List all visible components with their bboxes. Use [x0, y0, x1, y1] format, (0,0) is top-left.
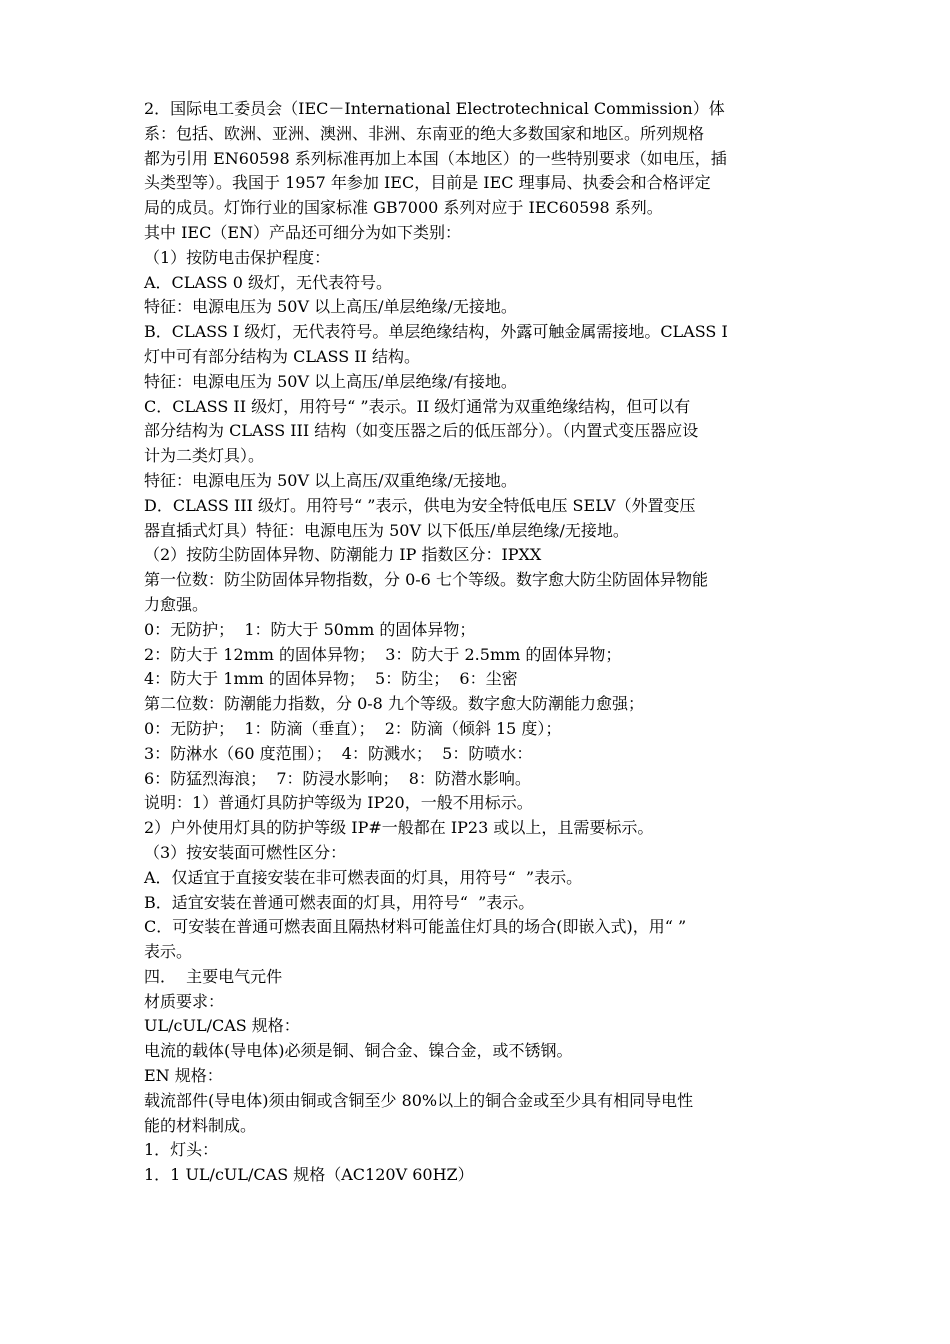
text-line: 都为引用 EN60598 系列标准再加上本国（本地区）的一些特别要求（如电压，插 — [144, 148, 727, 168]
text-line: A．CLASS 0 级灯，无代表符号。 — [144, 272, 392, 292]
section-heading: （2）按防尘防固体异物、防潮能力 IP 指数区分：IPXX — [144, 545, 542, 565]
text-line: 第二位数：防潮能力指数，分 0-8 九个等级。数字愈大防潮能力愈强； — [144, 694, 644, 714]
text-line: 力愈强。 — [144, 594, 209, 614]
text-line: EN 规格： — [144, 1066, 223, 1086]
section-heading: 1．灯头： — [144, 1140, 219, 1160]
text-line: 能的材料制成。 — [144, 1115, 257, 1135]
text-line: 0：无防护； 1：防大于 50mm 的固体异物； — [144, 619, 476, 639]
text-line: C．CLASS II 级灯，用符号“ ”表示。II 级灯通常为双重绝缘结构，但可以有 — [144, 396, 691, 416]
text-line: 2：防大于 12mm 的固体异物； 3：防大于 2.5mm 的固体异物； — [144, 644, 622, 664]
text-line: 头类型等）。我国于 1957 年参加 IEC，目前是 IEC 理事局、执委会和合格评定 — [144, 173, 711, 193]
text-line: 其中 IEC（EN）产品还可细分为如下类别： — [144, 222, 462, 242]
chapter-heading: 四． 主要电气元件 — [144, 966, 283, 986]
text-line: 系：包括、欧洲、亚洲、澳洲、非洲、东南亚的绝大多数国家和地区。所列规格 — [144, 123, 705, 143]
text-line: 6：防猛烈海浪； 7：防浸水影响； 8：防潜水影响。 — [144, 768, 531, 788]
text-line: 特征：电源电压为 50V 以上高压/双重绝缘/无接地。 — [144, 470, 517, 490]
text-line: 灯中可有部分结构为 CLASS II 结构。 — [144, 346, 420, 366]
text-line: 2．国际电工委员会（IEC－International Electrotechnical Commission）体 — [144, 99, 725, 118]
text-line: B．CLASS I 级灯，无代表符号。单层绝缘结构，外露可触金属需接地。CLASS I — [144, 322, 728, 342]
text-line: 0：无防护； 1：防滴（垂直）； 2：防滴（倾斜 15 度）； — [144, 718, 562, 738]
text-line: UL/cUL/CAS 规格： — [144, 1016, 300, 1036]
section-heading: （3）按安装面可燃性区分： — [144, 842, 347, 862]
text-line: 计为二类灯具）。 — [144, 446, 265, 466]
text-line: 第一位数：防尘防固体异物指数，分 0-6 七个等级。数字愈大防尘防固体异物能 — [144, 570, 708, 590]
text-line: 表示。 — [144, 942, 193, 962]
text-line: 2）户外使用灯具的防护等级 IP#一般都在 IP23 或以上，且需要标示。 — [144, 818, 654, 838]
text-line: D．CLASS III 级灯。用符号“ ”表示，供电为安全特低电压 SELV（外置变压 — [144, 495, 696, 515]
text-line: 特征：电源电压为 50V 以上高压/单层绝缘/无接地。 — [144, 297, 517, 317]
text-line: 特征：电源电压为 50V 以上高压/单层绝缘/有接地。 — [144, 371, 517, 391]
text-line: 部分结构为 CLASS III 结构（如变压器之后的低压部分）。（内置式变压器应设 — [144, 421, 699, 441]
text-line: 器直插式灯具）特征：电源电压为 50V 以下低压/单层绝缘/无接地。 — [144, 520, 629, 540]
text-line: A．仅适宜于直接安装在非可燃表面的灯具，用符号“ ”表示。 — [144, 867, 583, 887]
text-line: 4：防大于 1mm 的固体异物； 5：防尘； 6：尘密 — [144, 669, 518, 689]
text-line: B．适宜安装在普通可燃表面的灯具，用符号“ ”表示。 — [144, 892, 535, 912]
text-line: C．可安装在普通可燃表面且隔热材料可能盖住灯具的场合(即嵌入式)，用“ ” — [144, 917, 687, 937]
text-line: 材质要求： — [144, 991, 225, 1011]
text-line: 说明：1）普通灯具防护等级为 IP20，一般不用标示。 — [144, 793, 533, 813]
text-line: 1．1 UL/cUL/CAS 规格（AC120V 60HZ） — [144, 1165, 474, 1185]
text-line: 载流部件(导电体)须由铜或含铜至少 80%以上的铜合金或至少具有相同导电性 — [144, 1090, 694, 1110]
section-heading: （1）按防电击保护程度： — [144, 247, 331, 267]
document-body — [144, 97, 816, 1188]
text-line: 局的成员。灯饰行业的国家标准 GB7000 系列对应于 IEC60598 系列。 — [144, 198, 663, 218]
text-line: 电流的载体(导电体)必须是铜、铜合金、镍合金，或不锈钢。 — [144, 1041, 573, 1061]
text-line: 3：防淋水（60 度范围）； 4：防溅水； 5：防喷水： — [144, 743, 533, 763]
